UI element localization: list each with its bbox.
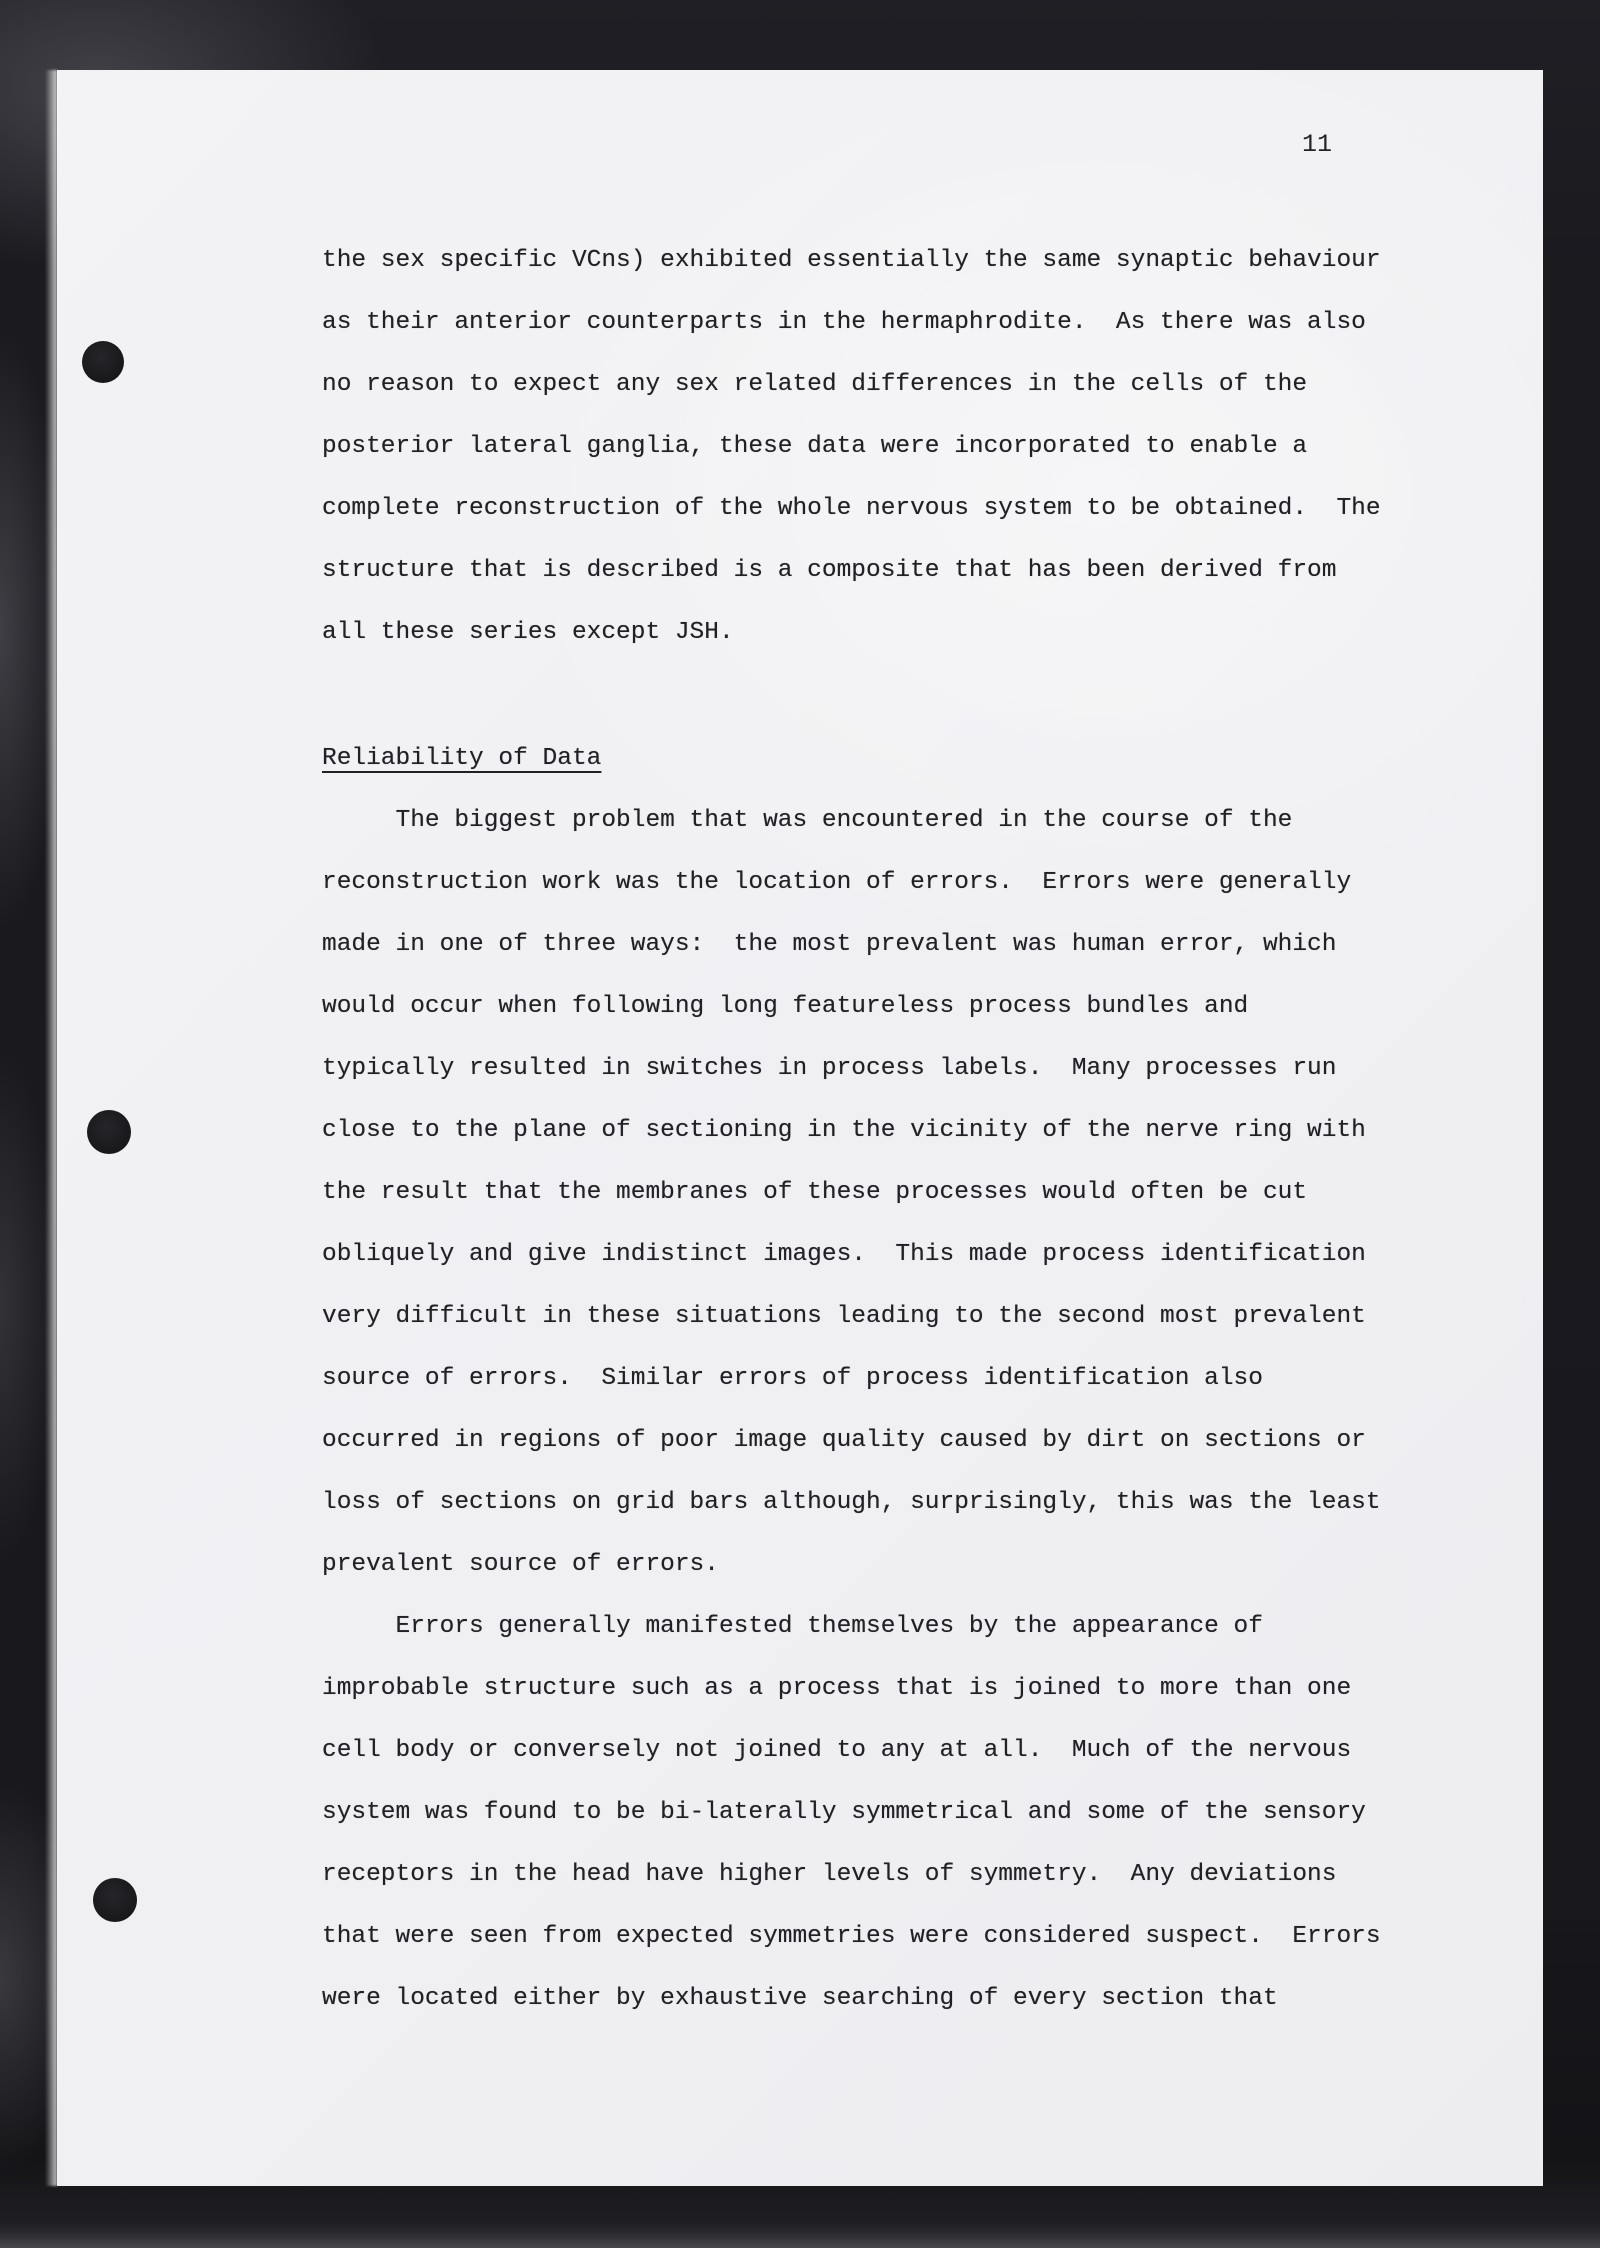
text-line: reconstruction work was the location of errors. Errors were generally bbox=[322, 869, 1352, 896]
text-line: as their anterior counterparts in the hermaphrodite. As there was also bbox=[322, 309, 1366, 336]
text-line: source of errors. Similar errors of process identification also bbox=[322, 1365, 1263, 1392]
text-line: very difficult in these situations leading to the second most prevalent bbox=[322, 1303, 1366, 1330]
text-line: complete reconstruction of the whole nervous system to be obtained. The bbox=[322, 495, 1381, 522]
text-line: obliquely and give indistinct images. This made process identification bbox=[322, 1241, 1366, 1268]
text-line: would occur when following long featureless process bundles and bbox=[322, 993, 1249, 1020]
document-text bbox=[322, 230, 1482, 2030]
text-line: posterior lateral ganglia, these data were incorporated to enable a bbox=[322, 433, 1308, 460]
punch-hole-bottom bbox=[93, 1878, 137, 1922]
text-line: improbable structure such as a process that is joined to more than one bbox=[322, 1675, 1352, 1702]
text-line: made in one of three ways: the most prevalent was human error, which bbox=[322, 931, 1337, 958]
text-line: close to the plane of sectioning in the vicinity of the nerve ring with bbox=[322, 1117, 1366, 1144]
text-line: cell body or conversely not joined to any at all. Much of the nervous bbox=[322, 1737, 1352, 1764]
page-number: 11 bbox=[1302, 130, 1333, 159]
punch-hole-top bbox=[82, 341, 124, 383]
scan-bottom-edge bbox=[0, 2222, 1600, 2248]
text-line: The biggest problem that was encountered in the course of the bbox=[322, 807, 1293, 834]
text-line: all these series except JSH. bbox=[322, 619, 734, 646]
text-line: loss of sections on grid bars although, surprisingly, this was the least bbox=[322, 1489, 1381, 1516]
text-line: Errors generally manifested themselves by the appearance of bbox=[322, 1613, 1263, 1640]
text-line: the result that the membranes of these processes would often be cut bbox=[322, 1179, 1308, 1206]
text-line: prevalent source of errors. bbox=[322, 1551, 719, 1578]
section-heading: Reliability of Data bbox=[322, 745, 602, 772]
text-line: occurred in regions of poor image quality caused by dirt on sections or bbox=[322, 1427, 1366, 1454]
text-line: system was found to be bi-laterally symmetrical and some of the sensory bbox=[322, 1799, 1366, 1826]
text-line: typically resulted in switches in process labels. Many processes run bbox=[322, 1055, 1337, 1082]
text-line: receptors in the head have higher levels of symmetry. Any deviations bbox=[322, 1861, 1337, 1888]
punch-hole-middle bbox=[87, 1110, 131, 1154]
text-line: were located either by exhaustive searching of every section that bbox=[322, 1985, 1278, 2012]
text-line: no reason to expect any sex related differences in the cells of the bbox=[322, 371, 1308, 398]
text-line: structure that is described is a composite that has been derived from bbox=[322, 557, 1337, 584]
document-page bbox=[57, 70, 1543, 2186]
text-line: that were seen from expected symmetries were considered suspect. Errors bbox=[322, 1923, 1381, 1950]
text-line: the sex specific VCns) exhibited essentially the same synaptic behaviour bbox=[322, 247, 1381, 274]
